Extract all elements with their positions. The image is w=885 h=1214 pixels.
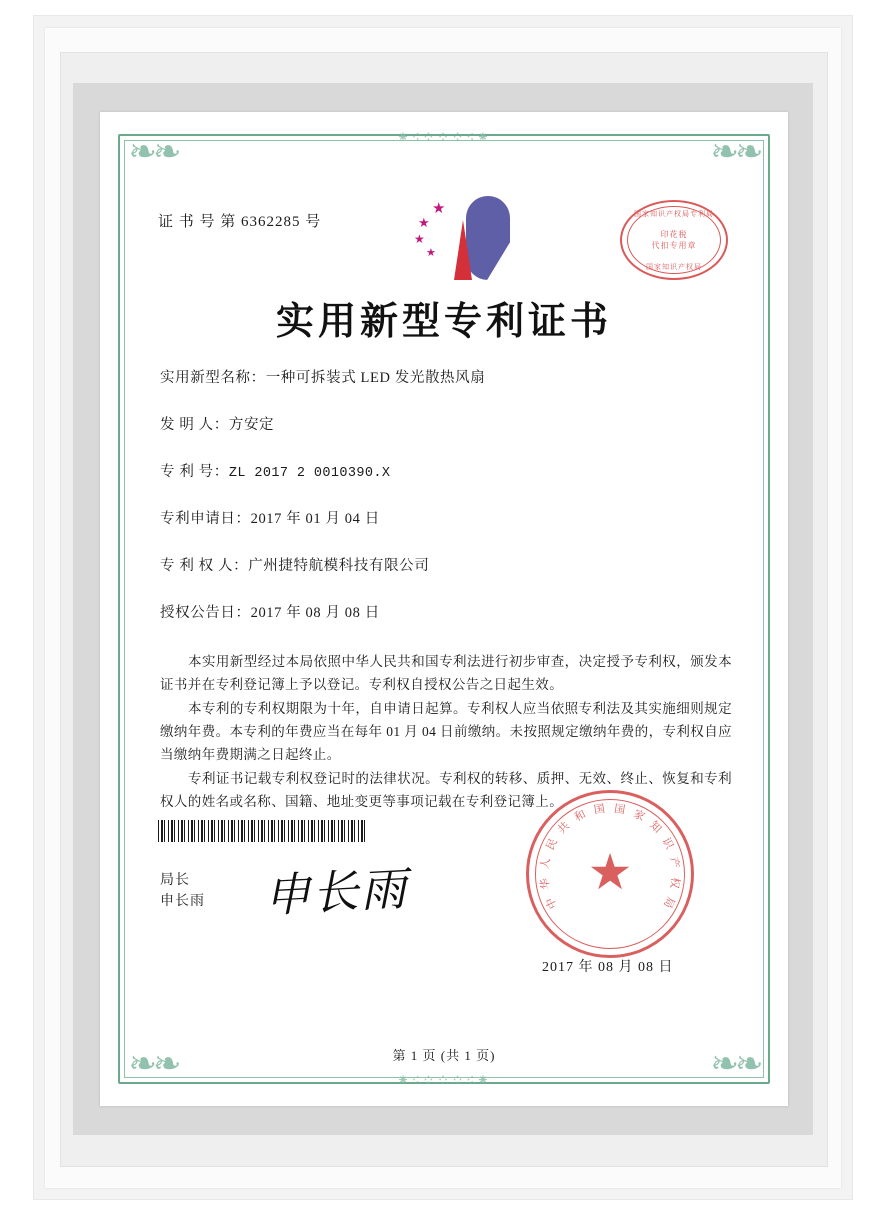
issue-date: 2017 年 08 月 08 日 <box>542 960 674 975</box>
field-grant-announcement-date <box>160 601 740 622</box>
stamp-center-line1: 印花税 <box>660 230 688 239</box>
field-value: 一种可拆装式 LED 发光散热风扇 <box>265 370 486 386</box>
page-number: 第 1 页 (共 1 页) <box>392 1048 496 1063</box>
director-title-label: 局长 <box>160 873 190 888</box>
corner-ornament-top-left: ❧❧ <box>128 134 178 171</box>
field-value: ZL 2017 2 0010390.X <box>228 466 391 481</box>
stamp-arc-text: 中 华 人 民 共 和 国 国 家 知 识 产 权 局 <box>538 802 682 911</box>
corner-ornament-top-right: ❧❧ <box>710 134 760 171</box>
corner-ornament-bottom-right: ❧❧ <box>710 1046 760 1083</box>
red-accent-icon <box>454 220 472 280</box>
certificate-number: 证 书 号 第 6362285 号 <box>158 214 322 230</box>
legal-paragraph: 专利证书记载专利权登记时的法律状况。专利权的转移、质押、无效、终止、恢复和专利权人的姓名或名称、国籍、地址变更等事项记载在专利登记簿上。 <box>160 771 732 809</box>
fee-exemption-stamp <box>620 200 728 280</box>
field-value: 2017 年 01 月 04 日 <box>250 511 380 527</box>
corner-ornament-bottom-left: ❧❧ <box>128 1046 178 1083</box>
emblem-star-icon: ★ <box>587 844 633 900</box>
field-label: 专利申请日： <box>160 511 251 527</box>
patent-barcode <box>158 820 366 842</box>
field-value: 2017 年 08 月 08 日 <box>250 605 380 621</box>
stamp-arc-top-text: 国家知识产权局专利局 <box>634 210 714 218</box>
stamp-arc-bottom-text: 国家知识产权局 <box>646 263 702 271</box>
director-name-label: 申长雨 <box>160 894 205 909</box>
field-utility-model-name <box>160 366 740 387</box>
handwritten-signature: 申长雨 <box>262 861 410 923</box>
legal-paragraph: 本专利的专利权期限为十年，自申请日起算。专利权人应当依照专利法及其实施细则规定缴纳年费。本专利的年费应当在每年 01 月 04 日前缴纳。未按照规定缴纳年费的，专利权自应当缴纳年费期满之日起终止。 <box>160 701 732 762</box>
page-title: 实用新型专利证书 <box>275 299 612 343</box>
certificate-content <box>146 170 742 1050</box>
stars-icon: ★ ★ ★ ★ <box>414 201 446 259</box>
p-mark-icon <box>466 196 510 280</box>
field-label: 专 利 号： <box>160 464 229 480</box>
stamp-center-text <box>622 229 726 251</box>
legal-text-block <box>160 650 732 814</box>
edge-ornament-top: ⁕⁖⁘⁘⁘⁖⁕ <box>396 130 492 146</box>
field-inventor <box>160 413 740 434</box>
edge-ornament-bottom: ⁕⁖⁘⁘⁘⁖⁕ <box>396 1073 492 1089</box>
field-patentee <box>160 554 740 575</box>
field-value: 广州捷特航模科技有限公司 <box>248 558 430 574</box>
signature-block <box>160 870 205 912</box>
legal-paragraph: 本实用新型经过本局依照中华人民共和国专利法进行初步审查，决定授予专利权，颁发本证书并在专利登记簿上予以登记。专利权自授权公告之日起生效。 <box>160 654 732 692</box>
field-label: 授权公告日： <box>160 605 251 621</box>
field-value: 方安定 <box>228 417 275 433</box>
field-label: 发 明 人： <box>160 417 229 433</box>
cnipa-patent-logo <box>414 192 534 284</box>
field-list <box>160 366 740 648</box>
stamp-center-line2: 代扣专用章 <box>651 241 697 250</box>
certificate-page <box>100 112 788 1106</box>
field-label: 实用新型名称： <box>160 370 266 386</box>
national-emblem-stamp <box>526 790 694 958</box>
field-patent-number <box>160 460 740 481</box>
field-label: 专 利 权 人： <box>160 558 249 574</box>
field-application-date <box>160 507 740 528</box>
